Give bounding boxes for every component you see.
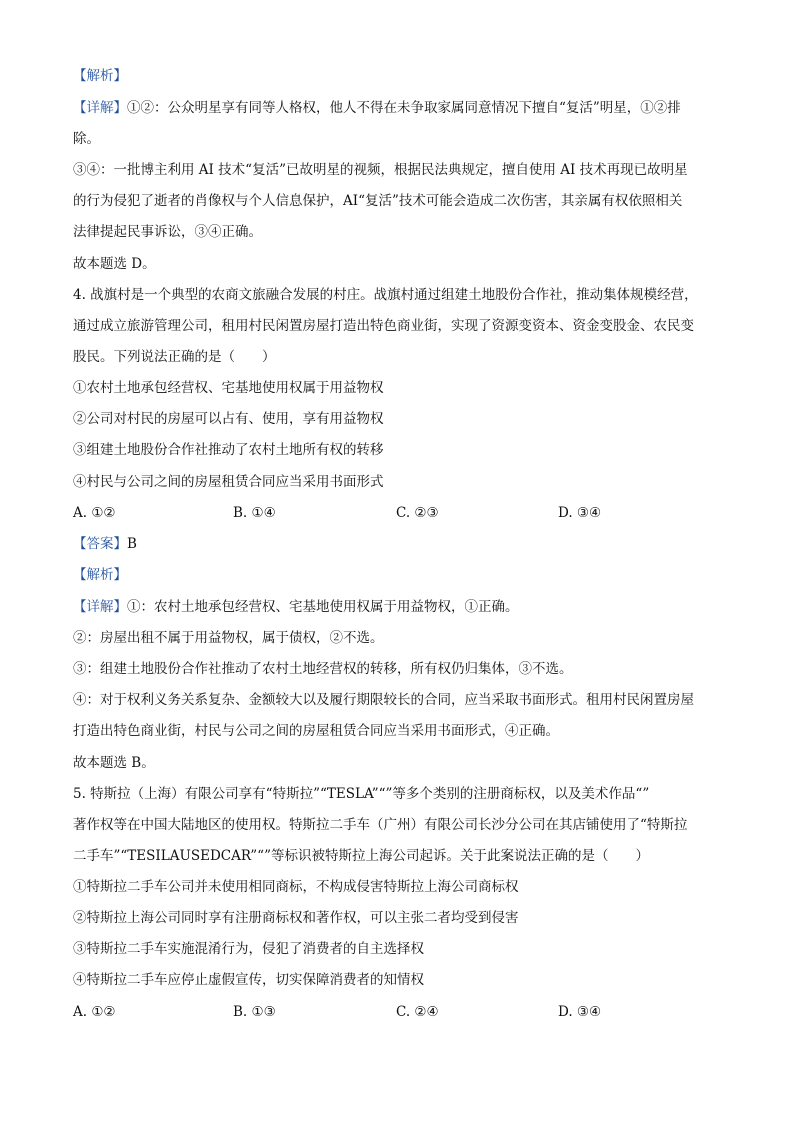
paragraph-line: 的行为侵犯了逝者的肖像权与个人信息保护，AI“复活”技术可能会造成二次伤害，其亲属有权依照相关 <box>73 193 683 209</box>
detail-text: ①：农村土地承包经营权、宅基地使用权属于用益物权，①正确。 <box>127 599 519 615</box>
question-5-stem: 5. 特斯拉（上海）有限公司享有“特斯拉”“TESLA”“”等多个类别的注册商标权，以及美术作品“” <box>73 786 650 802</box>
answer-line <box>73 534 721 554</box>
question-4-stem: 通过成立旅游管理公司，租用村民闲置房屋打造出特色商业街，实现了资源变资本、资金变股金、农民变 <box>73 318 694 334</box>
answer-tag: 【答案】 <box>73 536 127 552</box>
answer-value: B <box>127 536 137 552</box>
question-4-option-c: C. ②③ <box>396 505 439 521</box>
analysis-heading: 【解析】 <box>73 68 127 84</box>
question-5-option-c: C. ②④ <box>396 1004 439 1020</box>
question-4-stem: 股民。下列说法正确的是（ ） <box>73 349 276 365</box>
detail-tag: 【详解】 <box>73 599 127 615</box>
question-5-stem: 二手车”“TESILAUSEDCAR”“”等标识被特斯拉上海公司起诉。关于此案说法正确的是（ ） <box>73 848 649 864</box>
question-5-item-3: ③特斯拉二手车实施混淆行为，侵犯了消费者的自主选择权 <box>73 941 424 957</box>
paragraph-line: ③④：一批博主利用 AI 技术“复活”已故明星的视频，根据民法典规定，擅自使用 AI 技术再现已故明星 <box>73 162 688 178</box>
conclusion-line: 故本题选 D。 <box>73 256 156 272</box>
detail-text: ①②：公众明星享有同等人格权，他人不得在未争取家属同意情况下擅自“复活”明星，①②排 <box>127 100 681 116</box>
question-5-option-a: A. ①② <box>73 1004 116 1020</box>
paragraph-line: 除。 <box>73 131 100 147</box>
detail-line <box>73 597 721 617</box>
question-4-option-a: A. ①② <box>73 505 116 521</box>
question-5-stem: 著作权等在中国大陆地区的使用权。特斯拉二手车（广州）有限公司长沙分公司在其店铺使用了“特斯拉 <box>73 817 688 833</box>
question-4-item-3: ③组建土地股份合作社推动了农村土地所有权的转移 <box>73 442 384 458</box>
conclusion-line: 故本题选 B。 <box>73 755 155 771</box>
question-4-item-1: ①农村土地承包经营权、宅基地使用权属于用益物权 <box>73 380 384 396</box>
paragraph-line: ③：组建土地股份合作社推动了农村土地经营权的转移，所有权仍归集体，③不选。 <box>73 661 573 677</box>
question-5-option-b: B. ①③ <box>233 1004 276 1020</box>
paragraph-line: 法律提起民事诉讼，③④正确。 <box>73 224 262 240</box>
question-4-stem: 4. 战旗村是一个典型的农商文旅融合发展的村庄。战旗村通过组建土地股份合作社，推动集体规模经营， <box>73 287 698 303</box>
paragraph-line: 打造出特色商业街，村民与公司之间的房屋租赁合同应当采用书面形式，④正确。 <box>73 723 559 739</box>
paragraph-line: ②：房屋出租不属于用益物权，属于债权，②不选。 <box>73 630 384 646</box>
question-4-item-4: ④村民与公司之间的房屋租赁合同应当采用书面形式 <box>73 474 384 490</box>
paragraph-line: ④：对于权利义务关系复杂、金额较大以及履行期限较长的合同，应当采取书面形式。租用村民闲置房屋 <box>73 692 694 708</box>
question-4-option-b: B. ①④ <box>233 505 276 521</box>
detail-tag: 【详解】 <box>73 100 127 116</box>
question-5-item-1: ①特斯拉二手车公司并未使用相同商标，不构成侵害特斯拉上海公司商标权 <box>73 879 519 895</box>
analysis-heading: 【解析】 <box>73 567 127 583</box>
question-5-item-4: ④特斯拉二手车应停止虚假宣传，切实保障消费者的知情权 <box>73 972 424 988</box>
question-5-item-2: ②特斯拉上海公司同时享有注册商标权和著作权，可以主张二者均受到侵害 <box>73 910 519 926</box>
detail-line <box>73 98 721 118</box>
question-5-option-d: D. ③④ <box>558 1004 602 1020</box>
question-4-item-2: ②公司对村民的房屋可以占有、使用，享有用益物权 <box>73 411 384 427</box>
question-4-option-d: D. ③④ <box>558 505 602 521</box>
